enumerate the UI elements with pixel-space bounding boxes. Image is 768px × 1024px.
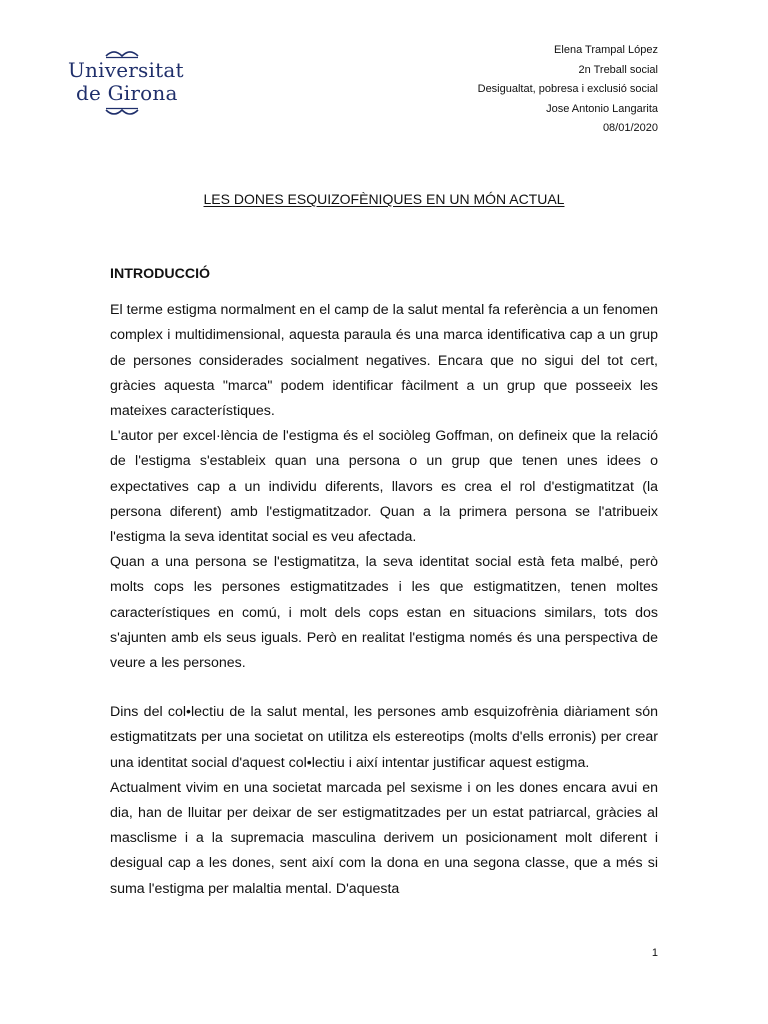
header-info bbox=[478, 41, 658, 139]
subject-name: Desigualtat, pobresa i exclusió social bbox=[477, 83, 658, 95]
author-name: Elena Trampal López bbox=[554, 44, 658, 56]
document-title: LES DONES ESQUIZOFÈNIQUES EN UN MÓN ACTUAL bbox=[203, 191, 565, 207]
university-logo bbox=[62, 46, 182, 120]
paragraph: Actualment vivim en una societat marcada pel sexisme i on les dones encara avui en dia, han de lluitar per deixar de ser estigmatitzades per un estat patriarcal, gràcies al masclisme i a la supremacia masculina derivem un posicionament molt diferent i desigual cap a les dones, sent així com la dona en una segona classe, que a més si suma l'estigma per malaltia mental. D'aquesta bbox=[110, 779, 658, 897]
logo-text-line1: Universitat bbox=[68, 58, 184, 82]
page-number: 1 bbox=[651, 947, 658, 959]
logo-text-line2: de Girona bbox=[76, 81, 178, 105]
section-heading: INTRODUCCIÓ bbox=[110, 266, 211, 282]
document-body bbox=[110, 262, 658, 902]
paragraph: L'autor per excel·lència de l'estigma és el sociòleg Goffman, on defineix que la relació de l'estigma s'estableix quan una persona o un grup que tenen unes idees o expectatives cap a un individu diferents, llavors es crea el rol d'estigmatitzat (la persona diferent) amb l'estigmatitzador. Quan a la primera persona se l'atribueix l'estigma la seva identitat social es veu afectada. bbox=[110, 428, 658, 546]
paragraph: El terme estigma normalment en el camp de la salut mental fa referència a un fenomen complex i multidimensional, aquesta paraula és una marca identificativa cap a un grup de persones considerades socialment negatives. Encara que no sigui del tot cert, gràcies aquesta "marca" podem identificar fàcilment a un grup que posseeix les mateixes característiques. bbox=[110, 302, 658, 420]
paragraph: Dins del col•lectiu de la salut mental, les persones amb esquizofrènia diàriament són estigmatitzats per una societat on utilitza els estereotips (molts d'ells erronis) per crear una identitat social d'aquest col•lectiu i així intentar justificar aquest estigma. bbox=[110, 704, 658, 771]
document-date: 08/01/2020 bbox=[602, 122, 658, 134]
paragraph: Quan a una persona se l'estigmatitza, la seva identitat social està feta malbé, però molts cops les persones estigmatitzades i les que estigmatitzen, tenen moltes característiques en comú, i molt dels cops estan en situacions similars, tots dos s'ajunten amb els seus iguals. Però en realitat l'estigma només és una perspectiva de veure a les persones. bbox=[110, 554, 658, 672]
professor-name: Jose Antonio Langarita bbox=[546, 102, 658, 115]
course-name: 2n Treball social bbox=[578, 63, 658, 76]
